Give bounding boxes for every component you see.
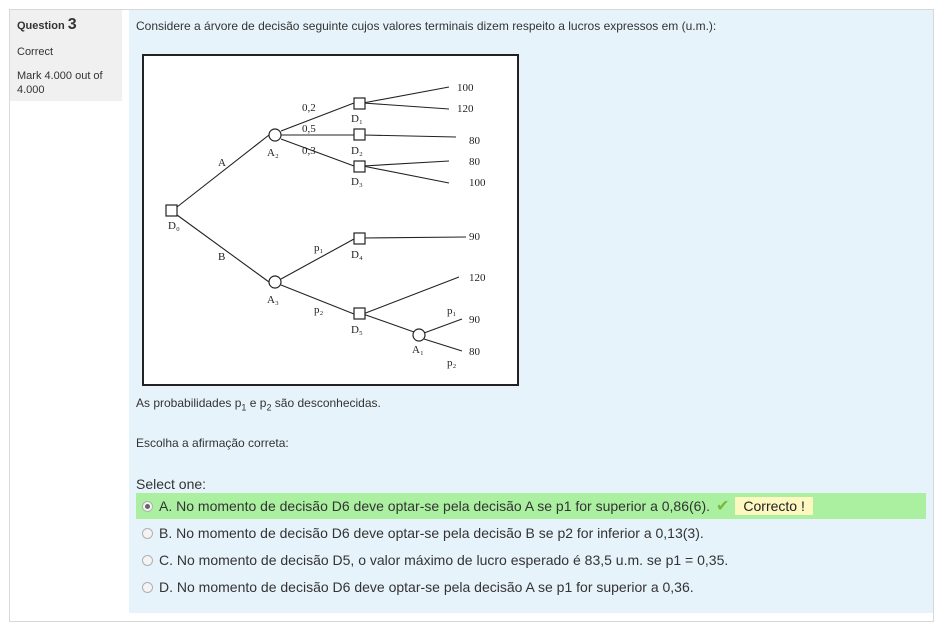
label-p1-a3: p₁ bbox=[314, 242, 324, 254]
prob-text-mid: e p bbox=[246, 396, 267, 410]
answer-option-a[interactable] bbox=[136, 493, 926, 519]
label-d4: D₄ bbox=[351, 249, 363, 261]
label-d5: D₅ bbox=[351, 324, 363, 336]
label-prob-02: 0,2 bbox=[302, 102, 316, 114]
answer-option-c[interactable] bbox=[136, 547, 926, 573]
label-p1-a1: p₁ bbox=[447, 305, 457, 317]
answer-option-b[interactable] bbox=[136, 520, 926, 546]
label-d0: D₀ bbox=[168, 220, 180, 232]
decision-node-d2 bbox=[354, 129, 365, 140]
question-number: 3 bbox=[67, 16, 77, 33]
label-prob-03: 0,3 bbox=[302, 145, 316, 157]
answer-letter-c: C. bbox=[159, 552, 173, 568]
value-120-d5: 120 bbox=[469, 272, 486, 284]
value-100-d3: 100 bbox=[469, 177, 486, 189]
answer-letter-a: A. bbox=[159, 498, 173, 514]
question-grade: Mark 4.000 out of 4.000 bbox=[17, 70, 103, 96]
value-80-a1: 80 bbox=[469, 346, 480, 358]
value-80-d2: 80 bbox=[469, 135, 480, 147]
question-content bbox=[129, 10, 933, 613]
label-b: B bbox=[218, 251, 226, 263]
label-a2: A₂ bbox=[267, 147, 279, 159]
value-90-a1: 90 bbox=[469, 314, 480, 326]
select-one-label: Select one: bbox=[136, 476, 207, 492]
check-icon: ✔ bbox=[716, 498, 730, 515]
answer-text-a: No momento de decisão D6 deve optar-se pela decisão A se p1 for superior a 0,86(6). bbox=[176, 498, 710, 514]
answer-letter-d: D. bbox=[159, 579, 173, 595]
value-90-d4: 90 bbox=[469, 231, 480, 243]
label-d1: D₁ bbox=[351, 113, 363, 125]
label-p2-a1: p₂ bbox=[447, 357, 457, 369]
feedback-correct: Correcto ! bbox=[735, 497, 812, 515]
answer-letter-b: B. bbox=[159, 525, 173, 541]
label-p2-a3: p₂ bbox=[314, 304, 324, 316]
question-instruction: Escolha a afirmação correta: bbox=[136, 436, 289, 450]
value-120-top: 120 bbox=[457, 103, 474, 115]
radio-button-c[interactable] bbox=[142, 555, 153, 566]
question-info-panel bbox=[10, 10, 122, 101]
answer-text-d: No momento de decisão D6 deve optar-se pela decisão A se p1 for superior a 0,36. bbox=[176, 579, 694, 595]
value-100-top: 100 bbox=[457, 82, 474, 94]
decision-node-d1 bbox=[354, 98, 365, 109]
prob-sub-2: 2 bbox=[266, 402, 272, 413]
question-text: Considere a árvore de decisão seguinte cujos valores terminais dizem respeito a lucros expressos em (u.m.): bbox=[136, 19, 717, 33]
answer-text-b: No momento de decisão D6 deve optar-se pela decisão B se p2 for inferior a 0,13(3). bbox=[176, 525, 704, 541]
decision-tree-image bbox=[142, 54, 519, 386]
question-label: Question bbox=[17, 20, 65, 32]
question-state: Correct bbox=[17, 46, 54, 58]
value-80-d3: 80 bbox=[469, 156, 480, 168]
decision-node-d0 bbox=[166, 205, 177, 216]
decision-tree-diagram bbox=[144, 56, 517, 384]
chance-node-a3 bbox=[269, 276, 281, 288]
label-prob-05: 0,5 bbox=[302, 123, 316, 135]
chance-node-a1 bbox=[413, 329, 425, 341]
label-a3: A₃ bbox=[267, 294, 279, 306]
label-a1: A₁ bbox=[412, 344, 424, 356]
label-d3: D₃ bbox=[351, 176, 363, 188]
answer-option-d[interactable] bbox=[136, 574, 926, 600]
decision-node-d4 bbox=[354, 233, 365, 244]
label-d2: D₂ bbox=[351, 145, 363, 157]
probabilities-note bbox=[136, 396, 381, 412]
prob-sub-1: 1 bbox=[241, 402, 247, 413]
chance-node-a2 bbox=[269, 129, 281, 141]
answer-text-c: No momento de decisão D5, o valor máximo de lucro esperado é 83,5 u.m. se p1 = 0,35. bbox=[176, 552, 729, 568]
prob-text-suffix: são desconhecidas. bbox=[271, 396, 381, 410]
decision-node-d3 bbox=[354, 161, 365, 172]
label-a: A bbox=[218, 157, 226, 169]
radio-button-d[interactable] bbox=[142, 582, 153, 593]
radio-button-b[interactable] bbox=[142, 528, 153, 539]
decision-node-d5 bbox=[354, 308, 365, 319]
prob-text-prefix: As probabilidades p bbox=[136, 396, 242, 410]
question-title bbox=[17, 16, 115, 34]
radio-button-a[interactable] bbox=[142, 501, 153, 512]
